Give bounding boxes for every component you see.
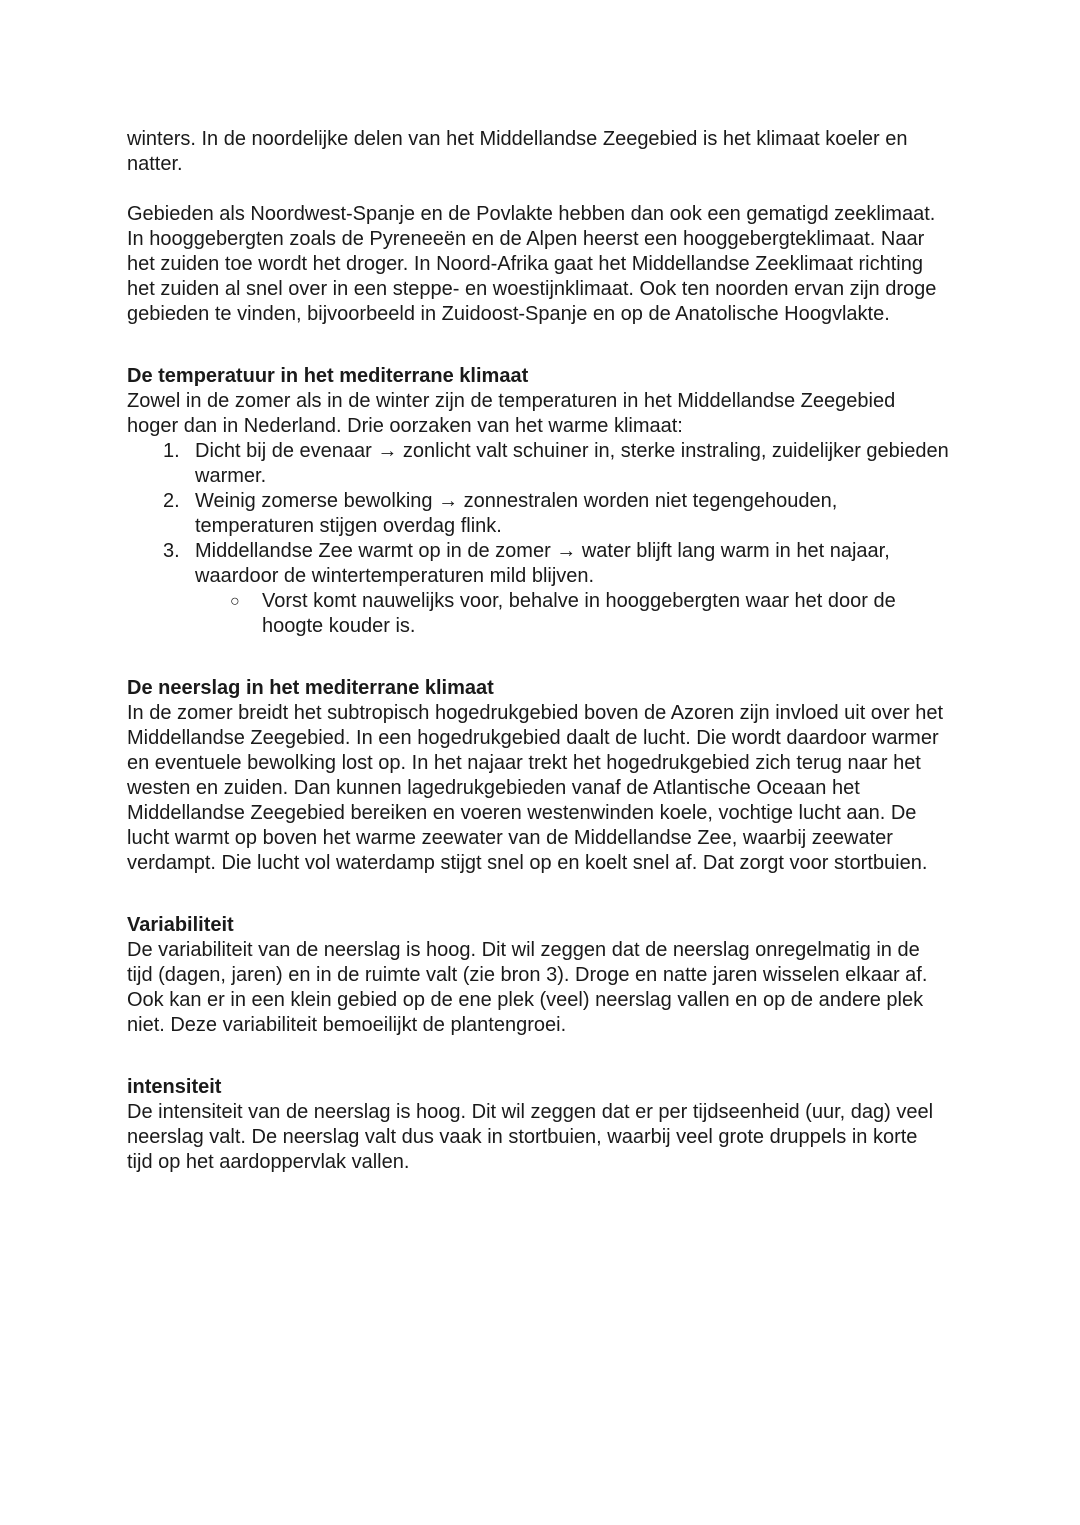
text-line: niet. Deze variabiliteit bemoeilijkt de plantengroei. — [127, 1014, 567, 1036]
text-line: gebieden te vinden, bijvoorbeeld in Zuidoost-Spanje en op de Anatolische Hoogvlakte. — [127, 303, 890, 325]
text-line: Middellandse Zeegebied bereiken en voeren westenwinden koele, vochtige lucht aan. De — [127, 802, 917, 824]
text-lines — [262, 589, 970, 639]
text-line: Vorst komt nauwelijks voor, behalve in hooggebergten waar het door de — [262, 590, 896, 612]
text-line: het zuiden toe wordt het droger. In Noord-Afrika gaat het Middellandse Zeeklimaat richting — [127, 253, 923, 275]
text-line: waardoor de wintertemperaturen mild blijven. — [195, 565, 595, 587]
text-line: De intensiteit van de neerslag is hoog. Dit wil zeggen dat er per tijdseenheid (uur, dag) veel — [127, 1101, 934, 1123]
blank-line — [127, 876, 970, 901]
text-line: In hooggebergten zoals de Pyreneeën en de Alpen heerst een hooggebergteklimaat. Naar — [127, 228, 925, 250]
text-line: lucht warmt op boven het warme zeewater van de Middellandse Zee, waarbij zeewater — [127, 827, 893, 849]
section-heading — [127, 1075, 970, 1100]
text-line: Middellandse Zee warmt op in de zomer → water blijft lang warm in het najaar, — [195, 540, 890, 562]
text-line: natter. — [127, 153, 183, 175]
text-lines — [127, 1075, 970, 1100]
list-number: 1. — [163, 440, 180, 462]
text-lines — [127, 127, 970, 177]
text-line: De variabiliteit van de neerslag is hoog. Dit wil zeggen dat de neerslag onregelmatig in de — [127, 939, 920, 961]
blank-line — [127, 639, 970, 664]
text-line: Variabiliteit — [127, 914, 234, 936]
text-line: het zuiden al snel over in een steppe- en woestijnklimaat. Ook ten noorden ervan zijn droge — [127, 278, 937, 300]
text-lines — [195, 489, 970, 539]
text-line: Weinig zomerse bewolking → zonnestralen worden niet tegengehouden, — [195, 490, 838, 512]
text-lines — [195, 539, 970, 589]
blank-line — [127, 177, 970, 202]
list-item — [127, 439, 970, 489]
text-line: intensiteit — [127, 1076, 222, 1098]
paragraph — [127, 127, 970, 177]
text-line: temperaturen stijgen overdag flink. — [195, 515, 502, 537]
text-line: Middellandse Zeegebied. In een hogedrukgebied daalt de lucht. Die wordt daardoor warmer — [127, 727, 939, 749]
text-line: Dicht bij de evenaar → zonlicht valt schuiner in, sterke instraling, zuidelijker gebieden — [195, 440, 949, 462]
text-lines — [127, 938, 970, 1038]
section-heading — [127, 364, 970, 389]
text-lines — [127, 701, 970, 876]
text-line: Gebieden als Noordwest-Spanje en de Povlakte hebben dan ook een gematigd zeeklimaat. — [127, 203, 936, 225]
text-line: winters. In de noordelijke delen van het Middellandse Zeegebied is het klimaat koeler en — [127, 128, 908, 150]
blank-line — [127, 1038, 970, 1063]
section-heading — [127, 676, 970, 701]
text-line: westen en zuiden. Dan kunnen lagedrukgebieden vanaf de Atlantische Oceaan het — [127, 777, 860, 799]
text-lines — [127, 1100, 970, 1175]
text-lines — [127, 913, 970, 938]
text-line: Zowel in de zomer als in de winter zijn de temperaturen in het Middellandse Zeegebied — [127, 390, 896, 412]
text-lines — [195, 439, 970, 489]
paragraph — [127, 701, 970, 876]
paragraph — [127, 938, 970, 1038]
text-line: neerslag valt. De neerslag valt dus vaak in stortbuien, waarbij veel grote druppels in korte — [127, 1126, 918, 1148]
list-item — [127, 489, 970, 539]
text-lines — [127, 364, 970, 389]
text-line: warmer. — [195, 465, 267, 487]
list-number: 3. — [163, 540, 180, 562]
text-lines — [127, 389, 970, 439]
sub-list-item — [127, 589, 970, 639]
list-item — [127, 539, 970, 589]
blank-line — [127, 327, 970, 352]
text-line: verdampt. Die lucht vol waterdamp stijgt snel op en koelt snel af. Dat zorgt voor stortbuien. — [127, 852, 928, 874]
paragraph — [127, 202, 970, 327]
text-line: De neerslag in het mediterrane klimaat — [127, 677, 494, 699]
text-line: hoger dan in Nederland. Drie oorzaken van het warme klimaat: — [127, 415, 683, 437]
text-line: In de zomer breidt het subtropisch hogedrukgebied boven de Azoren zijn invloed uit over het — [127, 702, 944, 724]
text-line: Ook kan er in een klein gebied op de ene plek (veel) neerslag vallen en op de andere plek — [127, 989, 924, 1011]
section-heading — [127, 913, 970, 938]
text-line: tijd op het aardoppervlak vallen. — [127, 1151, 410, 1173]
text-line: en eventuele bewolking lost op. In het najaar trekt het hogedrukgebied zich terug naar het — [127, 752, 921, 774]
list-number: 2. — [163, 490, 180, 512]
circle-bullet: ○ — [230, 593, 240, 610]
paragraph — [127, 1100, 970, 1175]
text-line: De temperatuur in het mediterrane klimaat — [127, 365, 529, 387]
text-line: hoogte kouder is. — [262, 615, 416, 637]
text-line: tijd (dagen, jaren) en in de ruimte valt (zie bron 3). Droge en natte jaren wisselen elkaar af. — [127, 964, 928, 986]
text-lines — [127, 202, 970, 327]
paragraph — [127, 389, 970, 439]
text-lines — [127, 676, 970, 701]
